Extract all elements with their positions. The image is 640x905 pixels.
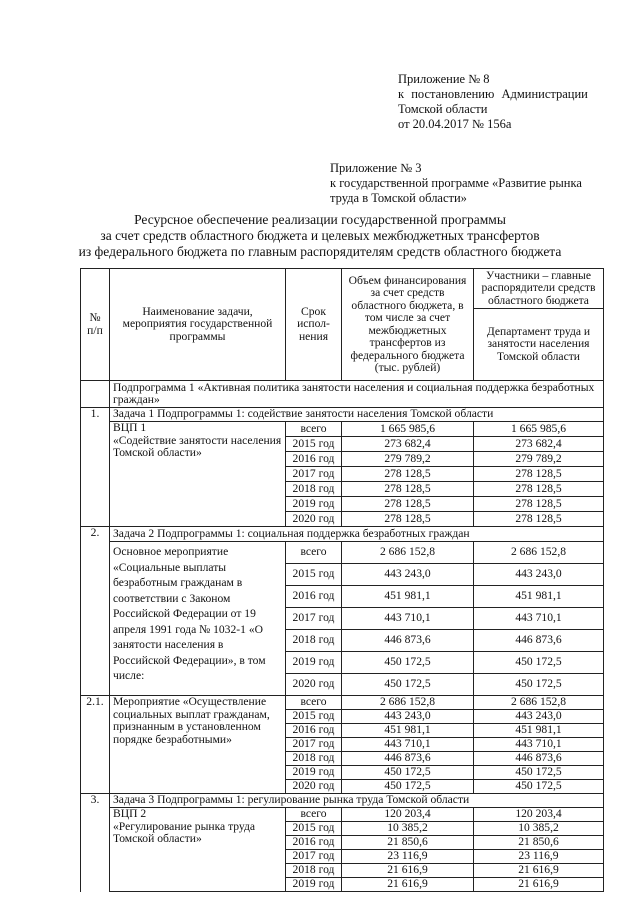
task-1-name-line1: ВЦП 1 — [113, 421, 147, 434]
task-2-name: Основное мероприятие «Социальные выплаты безработным гражданам в соответствии с Законом Российской Федерации от 19 апреля 1991 года № 1032-1 «О занятости населения в Российской Федерации», в том числе: — [110, 542, 286, 696]
task-3-name-rest: «Регулирование рынка труда Томской области» — [113, 819, 256, 845]
period-cell: 2016 год — [286, 836, 342, 850]
task-2-1-num: 2.1. — [81, 696, 110, 794]
period-cell: всего — [286, 542, 342, 564]
period-cell: 2016 год — [286, 452, 342, 467]
volume-cell: 2 686 152,8 — [342, 542, 474, 564]
appendix-8-line: Приложение № 8 — [398, 72, 490, 86]
period-cell: 2018 год — [286, 630, 342, 652]
period-cell: 2018 год — [286, 482, 342, 497]
appendix-8-line: от 20.04.2017 № 156а — [398, 117, 512, 131]
dept-cell: 443 710,1 — [474, 608, 604, 630]
dept-cell: 279 789,2 — [474, 452, 604, 467]
volume-cell: 21 616,9 — [342, 878, 474, 892]
volume-cell: 450 172,5 — [342, 766, 474, 780]
dept-cell: 446 873,6 — [474, 630, 604, 652]
dept-cell: 451 981,1 — [474, 724, 604, 738]
task-2-1-name: Мероприятие «Осуществление социальных выплат гражданам, признанным в установленном порядке безработными» — [110, 696, 286, 794]
task-3-name — [110, 808, 286, 892]
period-cell: 2015 год — [286, 822, 342, 836]
dept-cell: 21 616,9 — [474, 864, 604, 878]
task-3-num: 3. — [81, 794, 110, 892]
volume-cell: 450 172,5 — [342, 674, 474, 696]
period-cell: 2018 год — [286, 752, 342, 766]
dept-cell: 451 981,1 — [474, 586, 604, 608]
volume-cell: 446 873,6 — [342, 630, 474, 652]
volume-cell: 1 665 985,6 — [342, 422, 474, 437]
task-1-name-rest: «Содействие занятости населения Томской области» — [113, 433, 282, 459]
volume-cell: 443 710,1 — [342, 738, 474, 752]
period-cell: 2016 год — [286, 724, 342, 738]
period-cell: 2019 год — [286, 497, 342, 512]
appendix-3-block — [330, 161, 582, 206]
period-cell: 2019 год — [286, 766, 342, 780]
document-title — [0, 212, 640, 260]
dept-cell: 21 850,6 — [474, 836, 604, 850]
volume-cell: 120 203,4 — [342, 808, 474, 822]
volume-cell: 23 116,9 — [342, 850, 474, 864]
volume-cell: 451 981,1 — [342, 586, 474, 608]
volume-cell: 273 682,4 — [342, 437, 474, 452]
dept-cell: 23 116,9 — [474, 850, 604, 864]
period-cell: 2017 год — [286, 738, 342, 752]
dept-cell: 450 172,5 — [474, 780, 604, 794]
volume-cell: 2 686 152,8 — [342, 696, 474, 710]
dept-cell: 450 172,5 — [474, 766, 604, 780]
period-cell: всего — [286, 696, 342, 710]
header-department: Департамент труда и занятости населения Томской области — [474, 309, 604, 381]
period-cell: 2019 год — [286, 652, 342, 674]
header-volume: Объем финансирования за счет средств областного бюджета, в том числе за счет межбюджетных трансфертов из федерального бюджета (тыс. рублей) — [342, 269, 474, 381]
volume-cell: 443 243,0 — [342, 564, 474, 586]
period-cell: 2020 год — [286, 674, 342, 696]
volume-cell: 278 128,5 — [342, 482, 474, 497]
dept-cell: 273 682,4 — [474, 437, 604, 452]
period-cell: 2015 год — [286, 710, 342, 724]
period-cell: всего — [286, 808, 342, 822]
dept-cell: 21 616,9 — [474, 878, 604, 892]
period-cell: 2020 год — [286, 512, 342, 527]
volume-cell: 450 172,5 — [342, 780, 474, 794]
volume-cell: 450 172,5 — [342, 652, 474, 674]
period-cell: 2019 год — [286, 878, 342, 892]
appendix-3-line: труда в Томской области» — [330, 191, 467, 205]
period-cell: 2015 год — [286, 437, 342, 452]
dept-cell: 443 710,1 — [474, 738, 604, 752]
volume-cell: 278 128,5 — [342, 497, 474, 512]
dept-cell: 446 873,6 — [474, 752, 604, 766]
dept-cell: 10 385,2 — [474, 822, 604, 836]
subprogram-num-cell — [81, 381, 110, 408]
appendix-8-line: Томской области — [398, 102, 488, 116]
appendix-8-block — [398, 72, 588, 132]
dept-cell: 278 128,5 — [474, 482, 604, 497]
dept-cell: 1 665 985,6 — [474, 422, 604, 437]
volume-cell: 443 243,0 — [342, 710, 474, 724]
volume-cell: 451 981,1 — [342, 724, 474, 738]
period-cell: 2017 год — [286, 467, 342, 482]
dept-cell: 443 243,0 — [474, 710, 604, 724]
task-1-name — [110, 422, 286, 527]
task-2-num: 2. — [81, 527, 110, 696]
dept-cell: 278 128,5 — [474, 497, 604, 512]
task-1-num: 1. — [81, 408, 110, 527]
task-3-title: Задача 3 Подпрограммы 1: регулирование рынка труда Томской области — [110, 794, 604, 808]
dept-cell: 278 128,5 — [474, 467, 604, 482]
period-cell: 2015 год — [286, 564, 342, 586]
task-1-title: Задача 1 Подпрограммы 1: содействие занятости населения Томской области — [110, 408, 604, 422]
dept-cell: 2 686 152,8 — [474, 696, 604, 710]
volume-cell: 21 850,6 — [342, 836, 474, 850]
volume-cell: 446 873,6 — [342, 752, 474, 766]
title-line: Ресурсное обеспечение реализации государственной программы — [134, 212, 506, 227]
dept-cell: 2 686 152,8 — [474, 542, 604, 564]
dept-cell: 278 128,5 — [474, 512, 604, 527]
volume-cell: 278 128,5 — [342, 467, 474, 482]
period-cell: 2017 год — [286, 850, 342, 864]
header-participants: Участники – главные распорядители средств областного бюджета — [474, 269, 604, 309]
period-cell: всего — [286, 422, 342, 437]
volume-cell: 21 616,9 — [342, 864, 474, 878]
volume-cell: 278 128,5 — [342, 512, 474, 527]
volume-cell: 443 710,1 — [342, 608, 474, 630]
task-3-name-line1: ВЦП 2 — [113, 807, 147, 820]
title-line: из федерального бюджета по главным распорядителям средств областного бюджета — [78, 244, 562, 259]
dept-cell: 120 203,4 — [474, 808, 604, 822]
period-cell: 2020 год — [286, 780, 342, 794]
dept-cell: 443 243,0 — [474, 564, 604, 586]
header-name: Наименование задачи, мероприятия государственной программы — [110, 269, 286, 381]
volume-cell: 279 789,2 — [342, 452, 474, 467]
period-cell: 2018 год — [286, 864, 342, 878]
volume-cell: 10 385,2 — [342, 822, 474, 836]
header-term: Срок испол-нения — [286, 269, 342, 381]
period-cell: 2016 год — [286, 586, 342, 608]
dept-cell: 450 172,5 — [474, 674, 604, 696]
appendix-8-line: к постановлению Администрации — [398, 87, 588, 101]
title-line: за счет средств областного бюджета и целевых межбюджетных трансфертов — [100, 228, 540, 243]
subprogram-1-title: Подпрограмма 1 «Активная политика занятости населения и социальная поддержка безработных граждан» — [110, 381, 604, 408]
resource-table — [80, 268, 604, 892]
appendix-3-line: к государственной программе «Развитие рынка — [330, 176, 582, 190]
appendix-3-line: Приложение № 3 — [330, 161, 422, 175]
header-num: № п/п — [81, 269, 110, 381]
period-cell: 2017 год — [286, 608, 342, 630]
task-2-title: Задача 2 Подпрограммы 1: социальная поддержка безработных граждан — [110, 527, 604, 542]
dept-cell: 450 172,5 — [474, 652, 604, 674]
